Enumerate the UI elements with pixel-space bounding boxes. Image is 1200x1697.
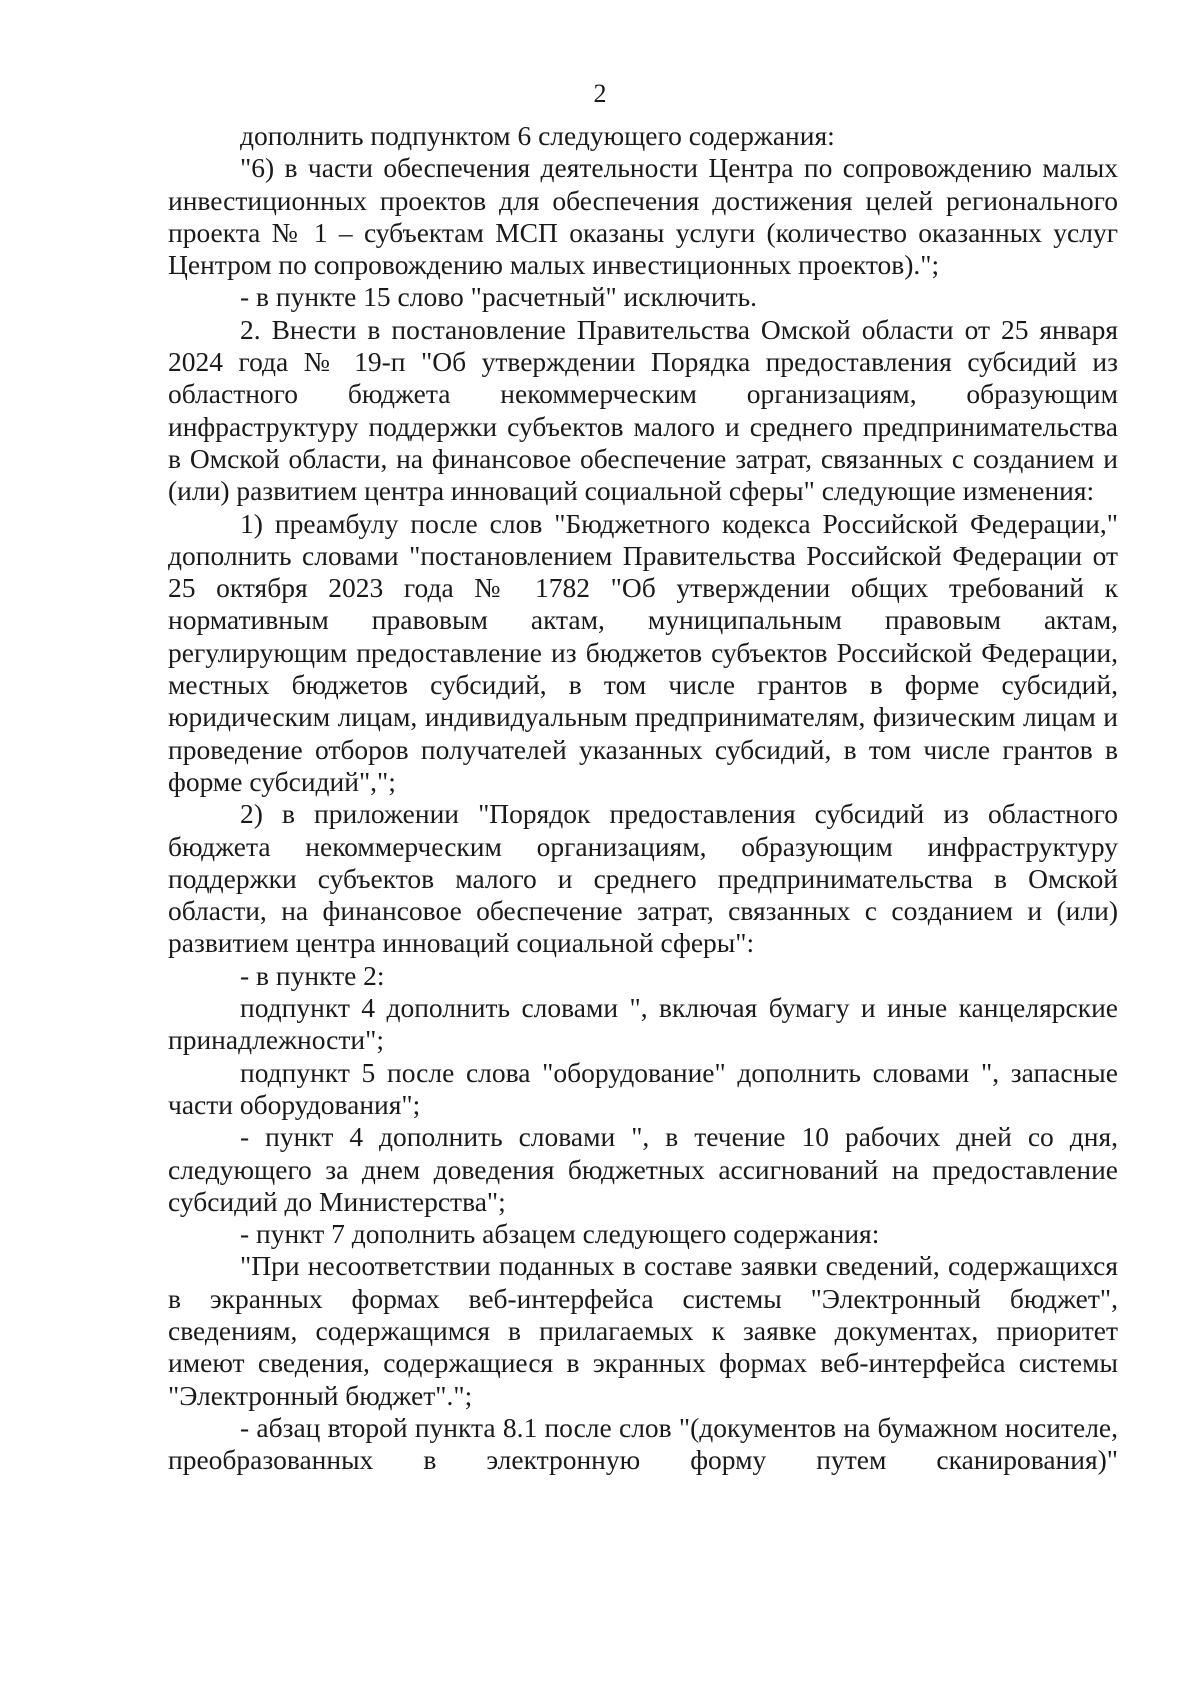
paragraph-section-2: 2. Внести в постановление Правительства Омской области от 25 января 2024 года № 19-п "Об утверждении Порядка предоставления субсидий из областного бюджета некоммерческим организациям, образующим инфраструктуру поддержки субъектов малого и среднего предпринимательства в Омской области, на финансовое обеспечение затрат, связанных с созданием и (или) развитием центра инноваций социальной сферы" следующие изменения: xyxy=(168,313,1118,507)
paragraph-item-7: - пункт 7 дополнить абзацем следующего содержания: xyxy=(240,1218,880,1250)
paragraph-item-15: - в пункте 15 слово "расчетный" исключить. xyxy=(240,281,758,313)
page-number: 2 xyxy=(593,79,607,108)
document-body xyxy=(168,120,1118,1476)
paragraph-appendix-change: 2) в приложении "Порядок предоставления субсидий из областного бюджета некоммерческим организациям, образующим инфраструктуру поддержки субъектов малого и среднего предпринимательства в Омской области, на финансовое обеспечение затрат, связанных с созданием и (или) развитием центра инноваций социальной сферы": xyxy=(168,798,1118,959)
paragraph-subitem-6: "6) в части обеспечения деятельности Центра по сопровождению малых инвестиционных проектов для обеспечения достижения целей регионального проекта № 1 – субъектам МСП оказаны услуги (количество оказанных услуг Центром по сопровождению малых инвестиционных проектов)."; xyxy=(168,152,1118,281)
paragraph-item-2: - в пункте 2: xyxy=(240,959,385,991)
paragraph-intro: дополнить подпунктом 6 следующего содержания: xyxy=(240,120,835,151)
paragraph-item-8-1: - абзац второй пункта 8.1 после слов "(документов на бумажном носителе, преобразованных в электронную форму путем сканирования)" xyxy=(168,1411,1118,1476)
paragraph-subitem-4: подпункт 4 дополнить словами ", включая бумагу и иные канцелярские принадлежности"; xyxy=(168,992,1118,1056)
paragraph-item-4: - пункт 4 дополнить словами ", в течение 10 рабочих дней со дня, следующего за днем доведения бюджетных ассигнований на предоставление субсидий до Министерства"; xyxy=(168,1121,1118,1217)
paragraph-preamble-change: 1) преамбулу после слов "Бюджетного кодекса Российской Федерации," дополнить словами "постановлением Правительства Российской Федерации от 25 октября 2023 года № 1782 "Об утверждении общих требований к нормативным правовым актам, муниципальным правовым актам, регулирующим предоставление из бюджетов субъектов Российской Федерации, местных бюджетов субсидий, в том числе грантов в форме субсидий, юридическим лицам, индивидуальным предпринимателям, физическим лицам и проведение отборов получателей указанных субсидий, в том числе грантов в форме субсидий","; xyxy=(168,507,1118,797)
paragraph-electronic-budget: "При несоответствии поданных в составе заявки сведений, содержащихся в экранных формах веб-интерфейса системы "Электронный бюджет", сведениям, содержащимся в прилагаемых к заявке документах, приоритет имеют сведения, содержащиеся в экранных формах веб-интерфейса системы "Электронный бюджет"."; xyxy=(168,1250,1118,1411)
paragraph-subitem-5: подпункт 5 после слова "оборудование" дополнить словами ", запасные части оборудования"; xyxy=(168,1056,1118,1120)
